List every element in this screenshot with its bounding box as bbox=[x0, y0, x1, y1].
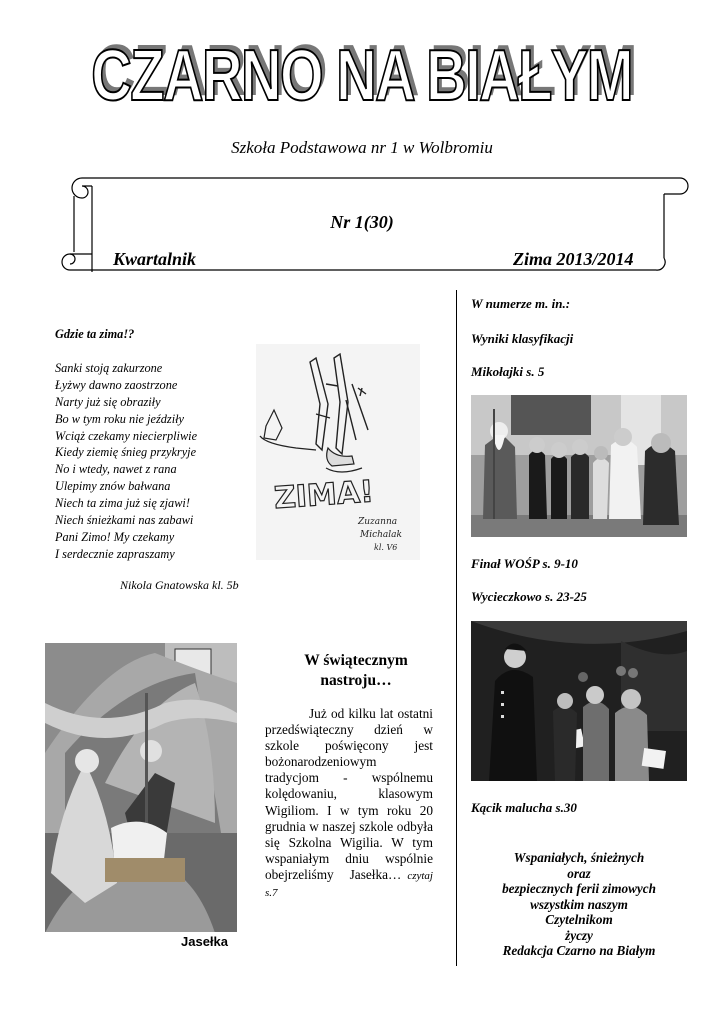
drawing-signature: Zuzanna bbox=[358, 517, 398, 527]
poem-line: Sanki stoją zakurzone bbox=[55, 360, 163, 375]
nativity-play-photo bbox=[45, 643, 237, 932]
santa-claus-photo bbox=[471, 395, 687, 537]
poem-line: I serdecznie zapraszamy bbox=[55, 546, 175, 561]
wishes-line: Czytelnikom bbox=[545, 912, 613, 927]
poem-line: Kiedy ziemię śnieg przykryje bbox=[55, 445, 197, 460]
wishes-line: wszystkim naszym bbox=[530, 896, 628, 912]
poem-line: Pani Zimo! My czekamy bbox=[55, 529, 175, 544]
poem-author: Nikola Gnatowska kl. 5b bbox=[120, 578, 239, 592]
poem-title: Gdzie ta zima!? bbox=[55, 327, 135, 341]
poem bbox=[55, 326, 197, 563]
poem-line: Wciąż czekamy niecierpliwie bbox=[55, 428, 198, 443]
drawing-signature: Michalak bbox=[360, 530, 402, 540]
poem-line: No i wtedy, nawet z rana bbox=[55, 462, 177, 477]
winter-drawing bbox=[256, 344, 420, 560]
wishes-line: oraz bbox=[567, 865, 591, 881]
poem-line: Narty już się obraziły bbox=[55, 394, 161, 409]
school-name: Szkoła Podstawowa nr 1 w Wolbromiu bbox=[231, 138, 493, 157]
wishes-line: Wspaniałych, śnieżnych bbox=[513, 850, 645, 865]
article-text: Już od kilku lat ostatni przedświąteczny dzień w szkole poświęcony jest bożonarodzeniowym tradycjom - wspólnemu kolędowaniu, klasowym Wigiliom. I w tym roku 20 grudnia w naszej szkole odbyła się Szkolna Wigilia. W tym wspaniałym dniu wspólnie obejrzeliśmy Jasełka… bbox=[265, 706, 433, 882]
newspaper-title: CZARNO NA BIAŁYM bbox=[91, 36, 633, 116]
school-trip-photo bbox=[471, 621, 687, 781]
wishes-line: Redakcja Czarno na Białym bbox=[502, 943, 656, 958]
wishes-line: życzy bbox=[565, 927, 593, 943]
season-label: Zima 2013/2014 bbox=[513, 249, 634, 269]
article-title-line: W świątecznym bbox=[304, 652, 408, 669]
periodical-label: Kwartalnik bbox=[113, 249, 197, 269]
toc-item[interactable]: Wyniki klasyfikacji bbox=[471, 331, 574, 346]
issue-number: Nr 1(30) bbox=[330, 212, 394, 232]
drawing-signature: kl. V6 bbox=[374, 543, 398, 552]
photo-caption: Jasełka bbox=[181, 934, 228, 949]
toc-item[interactable]: Wycieczkowo s. 23-25 bbox=[471, 589, 587, 604]
poem-line: Niech ta zima już się zjawi! bbox=[55, 496, 190, 511]
masthead bbox=[0, 36, 724, 116]
toc-item[interactable]: Kącik malucha s.30 bbox=[471, 800, 577, 815]
poem-line: Niech śnieżkami nas zabawi bbox=[55, 513, 194, 528]
toc-heading: W numerze m. in.: bbox=[471, 296, 571, 311]
see-more-link[interactable]: czytaj s.7 bbox=[265, 869, 433, 900]
article-title bbox=[262, 651, 450, 691]
drawing-word: ZIMA! bbox=[272, 474, 375, 517]
column-divider bbox=[456, 290, 457, 966]
article-body bbox=[265, 706, 433, 901]
poem-line: Ulepimy znów bałwana bbox=[55, 479, 171, 494]
poem-line: Łyżwy dawno zaostrzone bbox=[55, 377, 178, 392]
holiday-wishes bbox=[466, 850, 692, 959]
poem-line: Bo w tym roku nie jeździły bbox=[55, 411, 184, 426]
article-title-line: nastroju… bbox=[320, 672, 392, 689]
toc-item[interactable]: Finał WOŚP s. 9-10 bbox=[471, 556, 578, 571]
wishes-line: bezpiecznych ferii zimowych bbox=[502, 881, 656, 896]
toc-item[interactable]: Mikołajki s. 5 bbox=[471, 364, 545, 379]
